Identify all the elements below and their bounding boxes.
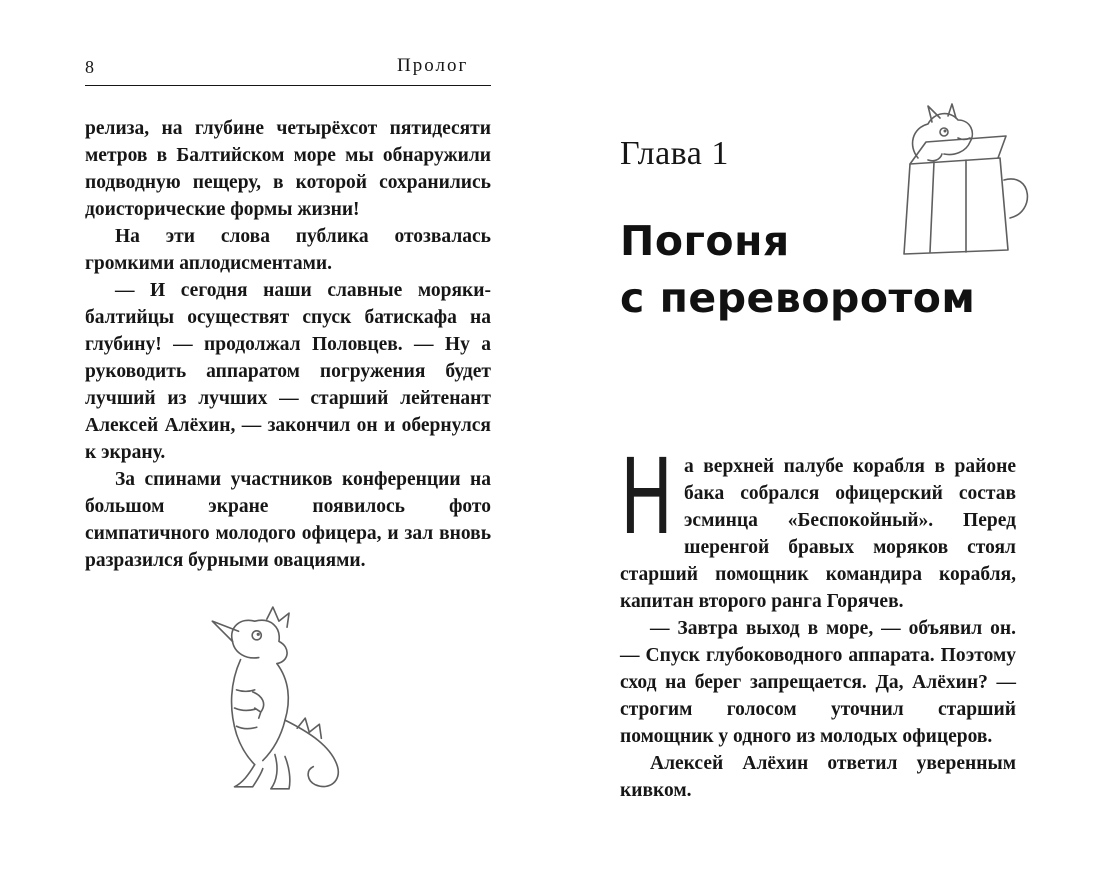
running-header-title: Пролог bbox=[397, 55, 469, 76]
chapter-title bbox=[620, 213, 975, 327]
paragraph: — И сегодня наши славные моряки-балтийцы осуществят спуск батискафа на глубину! — продолжал Половцев. — Ну а руководить аппаратом погружения будет лучший из лучших — старший лейтенант Алексей Алёхин, — закончил он и обернулся к экрану. bbox=[85, 280, 491, 463]
left-page-running-head bbox=[85, 55, 491, 81]
drop-cap: Н bbox=[620, 436, 674, 558]
paragraph-with-drop-cap bbox=[620, 436, 1016, 615]
paragraph: — Завтра выход в море, — объявил он. — Спуск глубоководного аппарата. Поэтому сход на берег запрещается. Да, Алёхин? — строгим голосом уточнил старший помощник у одного из молодых офицеров. bbox=[620, 618, 1016, 747]
chapter-title-line2: с переворотом bbox=[620, 274, 976, 322]
paragraph: За спинами участников конференции на большом экране появилось фото симпатичного молодого офицера, и зал вновь разразился бурными овациями. bbox=[85, 469, 491, 571]
standing-dragon-sketch-icon bbox=[177, 603, 391, 805]
paragraph: На эти слова публика отозвалась громкими аплодисментами. bbox=[85, 226, 491, 274]
right-page-text bbox=[620, 436, 1016, 804]
chapter-title-line1: Погоня bbox=[620, 217, 790, 265]
chapter-number: Глава 1 bbox=[620, 135, 729, 172]
right-page bbox=[620, 55, 1016, 845]
header-rule bbox=[85, 85, 491, 86]
paragraph: релиза, на глубине четырёхсот пятидесяти метров в Балтийском море мы обнаружили подводную пещеру, в которой сохранились доисторические формы жизни! bbox=[85, 118, 491, 220]
paragraph-text: а верхней палубе корабля в районе бака собрался офицерский состав эсминца «Беспокойный». Перед шеренгой бравых моряков стоял старший помощник командира корабля, капитан второго ранга Горячев. bbox=[620, 456, 1016, 612]
page-number: 8 bbox=[85, 57, 95, 77]
left-page bbox=[85, 55, 491, 845]
paragraph: Алексей Алёхин ответил уверенным кивком. bbox=[620, 753, 1016, 801]
left-page-text bbox=[85, 115, 491, 574]
standing-dragon-illustration bbox=[177, 603, 391, 805]
